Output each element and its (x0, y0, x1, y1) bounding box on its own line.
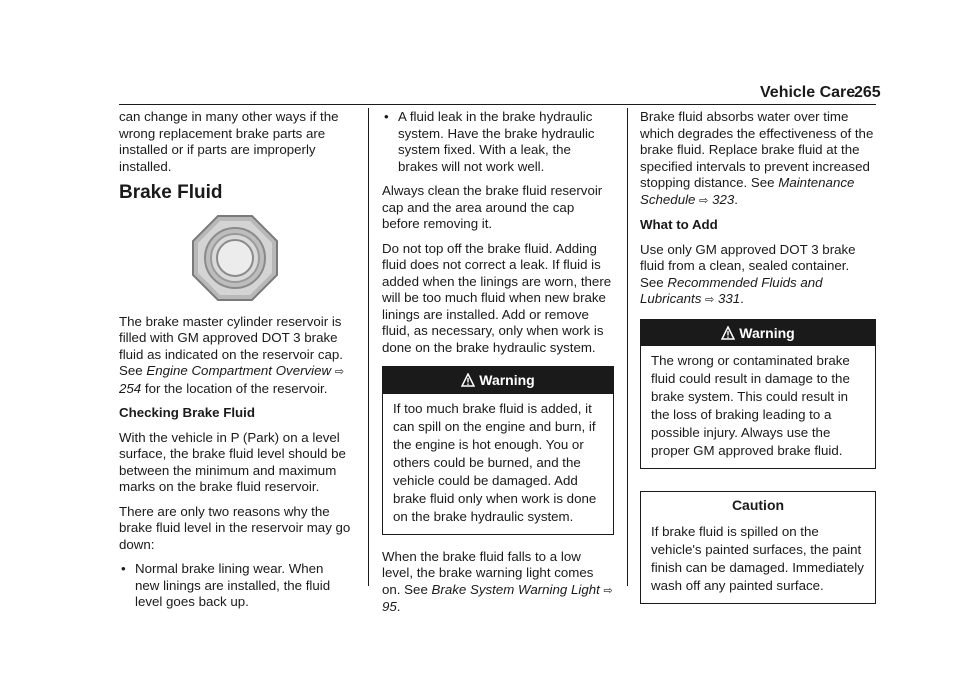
warning-body: If too much brake fluid is added, it can spill on the engine and burn, if the engine is hot enough. You or others could be burned, and the vehicle could be damaged. Add brake fluid only when work is done on the brake hydraulic system. (393, 400, 597, 524)
header-title: Vehicle Care (760, 84, 856, 101)
top-off-paragraph: Do not top off the brake fluid. Adding fluid does not correct a leak. If fluid is added when the linings are worn, there will be too much fluid when new brake linings are installed. Add or remove fluid, as necessary, only when work is done on the brake hydraulic system. (382, 240, 612, 355)
section-heading: Brake Fluid (119, 182, 223, 203)
what-to-add-paragraph (640, 242, 876, 309)
recommended-fluids-page-link[interactable]: 331 (717, 291, 741, 306)
subheading-what-to-add: What to Add (640, 217, 718, 232)
subheading-checking: Checking Brake Fluid (119, 405, 255, 420)
reservoir-text-b: for the location of the reservoir. (141, 380, 328, 396)
column-divider-1 (368, 108, 369, 586)
warning-box-overfill (382, 366, 614, 535)
caution-body: If brake fluid is spilled on the vehicle's painted surfaces, the paint finish can be damaged. Immediately wash off any painted surface. (651, 523, 864, 593)
brake-warning-light-link[interactable]: Brake System Warning Light (431, 581, 600, 597)
absorbs-water-paragraph (640, 109, 876, 209)
header-rule (119, 104, 876, 105)
maintenance-schedule-link[interactable]: Maintenance Schedule (640, 175, 855, 207)
page-number: 265 (854, 84, 881, 101)
brake-fluid-cap-icon (119, 214, 351, 302)
reservoir-text-a: The brake master cylinder reservoir is filled with GM approved DOT 3 brake fluid as indicated on the reservoir cap. See (119, 313, 343, 378)
bullet-fluid-leak: • A fluid leak in the brake hydraulic system. Have the brake hydraulic system fixed. With a leak, the brakes will not work well. (382, 109, 614, 175)
caution-title: Caution (731, 497, 785, 513)
warning-icon (461, 373, 475, 387)
absorbs-text-b: . (734, 191, 738, 207)
checking-paragraph: With the vehicle in P (Park) on a level surface, the brake fluid level should be between the minimum and maximum marks on the brake fluid reservoir. (119, 429, 346, 494)
reasons-paragraph: There are only two reasons why the brake fluid level in the reservoir may go down: (119, 503, 351, 552)
caution-box (640, 491, 876, 604)
arrow-icon: ⇨ (603, 584, 613, 597)
warning-icon (721, 326, 735, 340)
recommended-fluids-link[interactable]: Recommended Fluids and Lubricants (640, 274, 823, 306)
warning-header (383, 367, 613, 394)
column-1 (119, 109, 351, 619)
brake-warning-light-page-link[interactable]: 95 (382, 599, 397, 614)
bullet-lining-wear: • Normal brake lining wear. When new linings are installed, the fluid level goes back up. (119, 561, 351, 611)
reservoir-paragraph (119, 314, 351, 398)
warning-body: The wrong or contaminated brake fluid could result in damage to the brake system. This could result in the loss of braking leading to a possible injury. Always use the proper GM approved brake fluid. (651, 353, 850, 458)
arrow-icon: ⇨ (699, 194, 709, 207)
clean-cap-paragraph: Always clean the brake fluid reservoir cap and the area around the cap before removing it. (382, 183, 603, 231)
warning-box-contaminated (640, 319, 876, 470)
column-2 (382, 109, 614, 624)
warning-title: Warning (739, 324, 795, 341)
warning-header (641, 320, 875, 347)
warning-title: Warning (479, 372, 535, 388)
column-3 (640, 109, 876, 618)
arrow-icon: ⇨ (334, 366, 345, 378)
absorbs-text-a: Brake fluid absorbs water over time which degrades the effectiveness of the brake fluid. Replace brake fluid at the specified intervals to prevent increased stopping distance. See (640, 109, 874, 190)
intro-text: can change in many other ways if the wrong replacement brake parts are installed or if parts are improperly installed. (119, 109, 339, 174)
low-level-text-b: . (396, 599, 401, 614)
column-divider-2 (627, 108, 628, 586)
arrow-icon: ⇨ (705, 294, 715, 306)
engine-compartment-page-link[interactable]: 254 (119, 380, 142, 396)
low-level-text-a: When the brake fluid falls to a low level, the brake warning light comes on. See (382, 548, 594, 597)
low-level-paragraph (382, 549, 614, 616)
engine-compartment-link[interactable]: Engine Compartment Overview (146, 363, 332, 378)
what-to-add-text-b: . (740, 291, 744, 306)
what-to-add-text-a: Use only GM approved DOT 3 brake fluid from a clean, sealed container. See (640, 241, 856, 290)
maintenance-schedule-page-link[interactable]: 323 (712, 191, 735, 207)
